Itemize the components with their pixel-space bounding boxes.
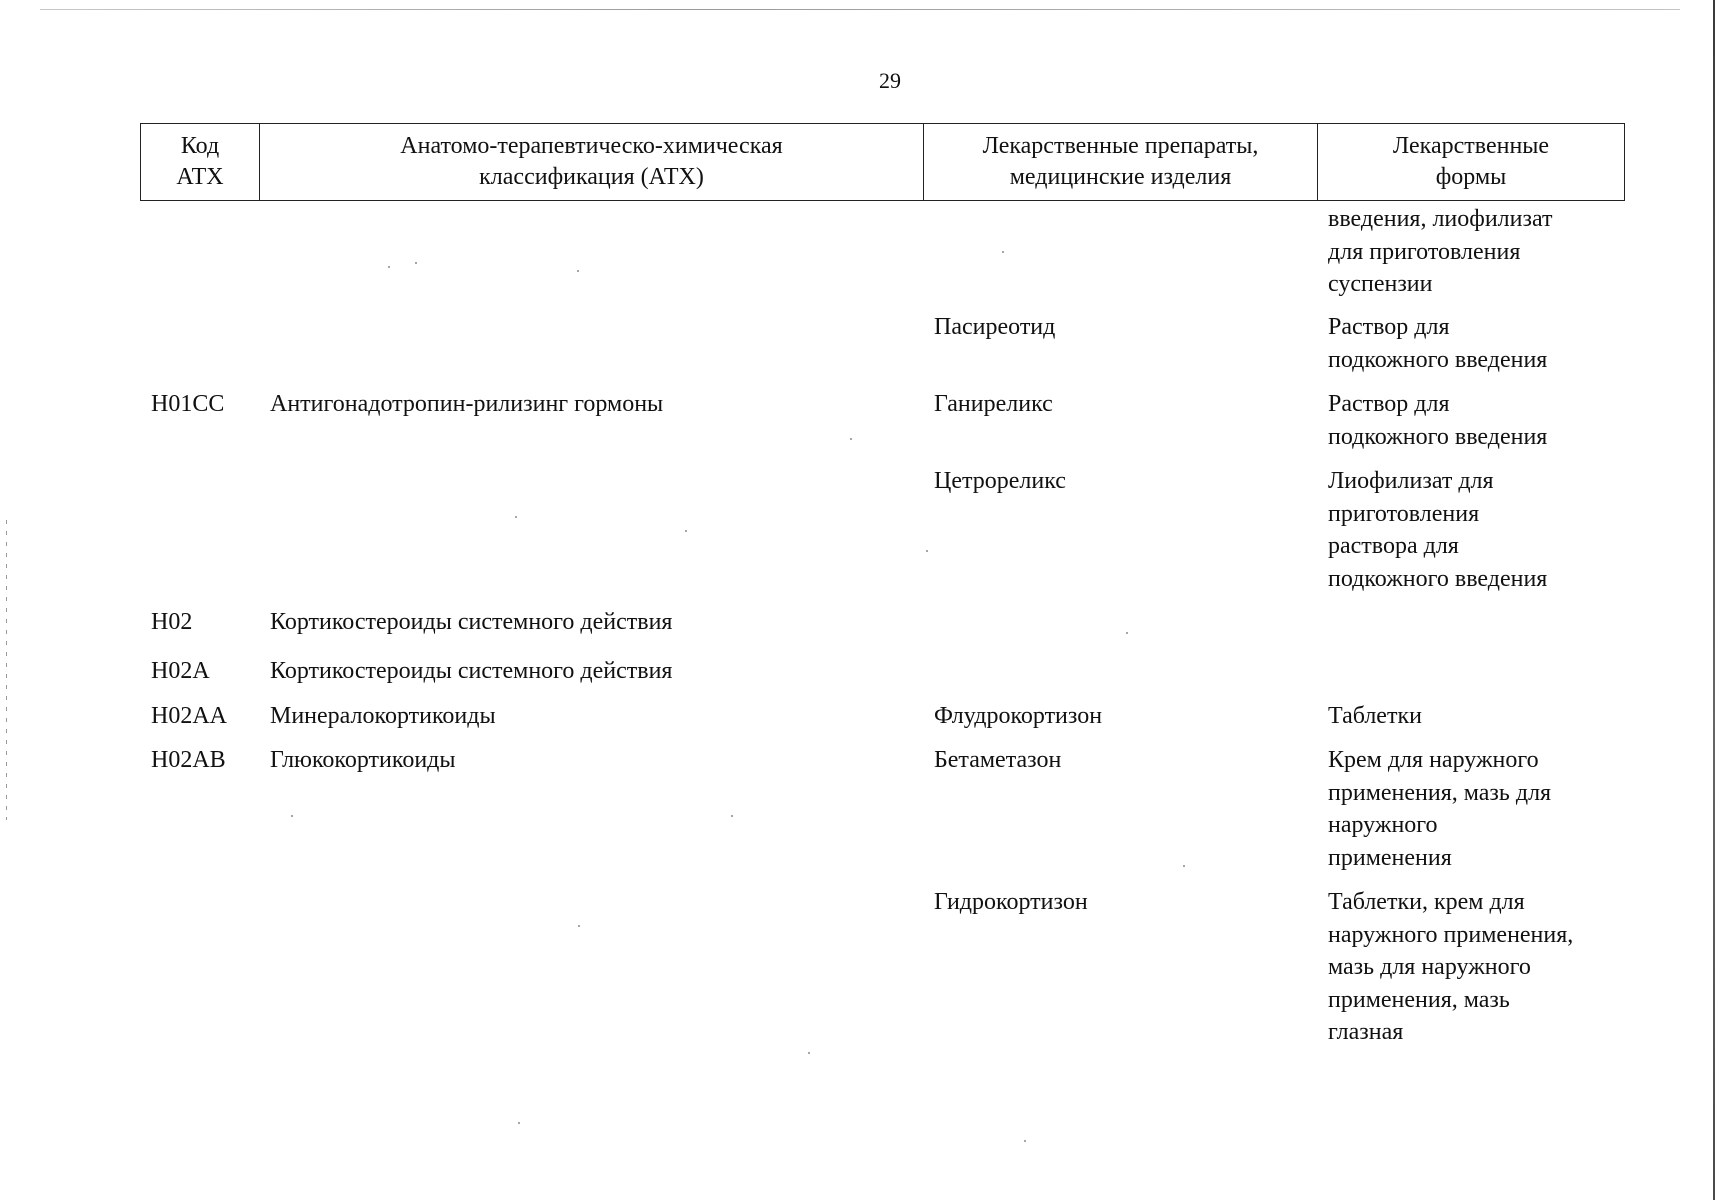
row-drug: Ганиреликс xyxy=(934,391,1053,417)
row-drug: Цетрореликс xyxy=(934,468,1066,494)
row-code: H02AA xyxy=(151,703,227,729)
row-code: H02AB xyxy=(151,747,226,773)
row-classification: Кортикостероиды системного действия xyxy=(270,658,673,684)
row-code: H01CC xyxy=(151,391,225,417)
row-classification: Минералокортикоиды xyxy=(270,703,496,729)
row-form: Раствор для подкожного введения xyxy=(1328,391,1548,450)
scan-speck xyxy=(1183,865,1185,867)
row-form: Лиофилизат для приготовления раствора для подкожного введения xyxy=(1328,468,1548,592)
row-form: Крем для наружного применения, мазь для наружного применения xyxy=(1328,747,1552,871)
row-code: H02A xyxy=(151,658,210,684)
scan-speck xyxy=(850,438,852,440)
scan-speck xyxy=(515,516,517,518)
header-row xyxy=(141,124,1625,201)
scan-speck xyxy=(1002,251,1004,253)
row-form: Таблетки xyxy=(1328,703,1422,729)
scan-speck xyxy=(808,1052,810,1054)
table-header xyxy=(140,123,1625,201)
scan-speck xyxy=(1024,1140,1026,1142)
row-drug: Гидрокортизон xyxy=(934,889,1088,915)
header-code xyxy=(141,124,260,201)
row-drug: Пасиреотид xyxy=(934,314,1056,340)
row-form: введения, лиофилизат для приготовления суспензии xyxy=(1328,206,1553,297)
scan-speck xyxy=(926,550,928,552)
scan-speck xyxy=(518,1122,520,1124)
scan-speck xyxy=(577,270,579,272)
scan-artifact-left-edge xyxy=(6,520,7,820)
header-drugs-text: Лекарственные препараты, медицинские изделия xyxy=(982,133,1259,190)
row-form: Раствор для подкожного введения xyxy=(1328,314,1548,373)
header-code-text: Код АТХ xyxy=(176,133,224,190)
row-drug: Бетаметазон xyxy=(934,747,1062,773)
scan-speck xyxy=(1126,632,1128,634)
row-classification: Кортикостероиды системного действия xyxy=(270,609,673,635)
header-classification xyxy=(260,124,924,201)
row-classification: Антигонадотропин-рилизинг гормоны xyxy=(270,391,664,417)
row-form: Таблетки, крем для наружного применения, мазь для наружного применения, мазь глазная xyxy=(1328,889,1574,1045)
scan-speck xyxy=(685,530,687,532)
page-number: 29 xyxy=(879,68,901,93)
row-code: H02 xyxy=(151,609,193,635)
row-classification: Глюкокортикоиды xyxy=(270,747,456,773)
row-drug: Флудрокортизон xyxy=(934,703,1103,729)
scan-speck xyxy=(731,815,733,817)
scan-speck xyxy=(578,925,580,927)
scan-speck xyxy=(291,815,293,817)
header-forms-text: Лекарственные формы xyxy=(1392,133,1550,190)
header-classification-text: Анатомо-терапевтическо-химическая классификация (АТХ) xyxy=(400,133,783,190)
scan-artifact-top-line xyxy=(40,9,1680,10)
scan-speck xyxy=(388,266,390,268)
header-forms xyxy=(1318,124,1625,201)
header-drugs xyxy=(924,124,1318,201)
scan-speck xyxy=(415,262,417,264)
